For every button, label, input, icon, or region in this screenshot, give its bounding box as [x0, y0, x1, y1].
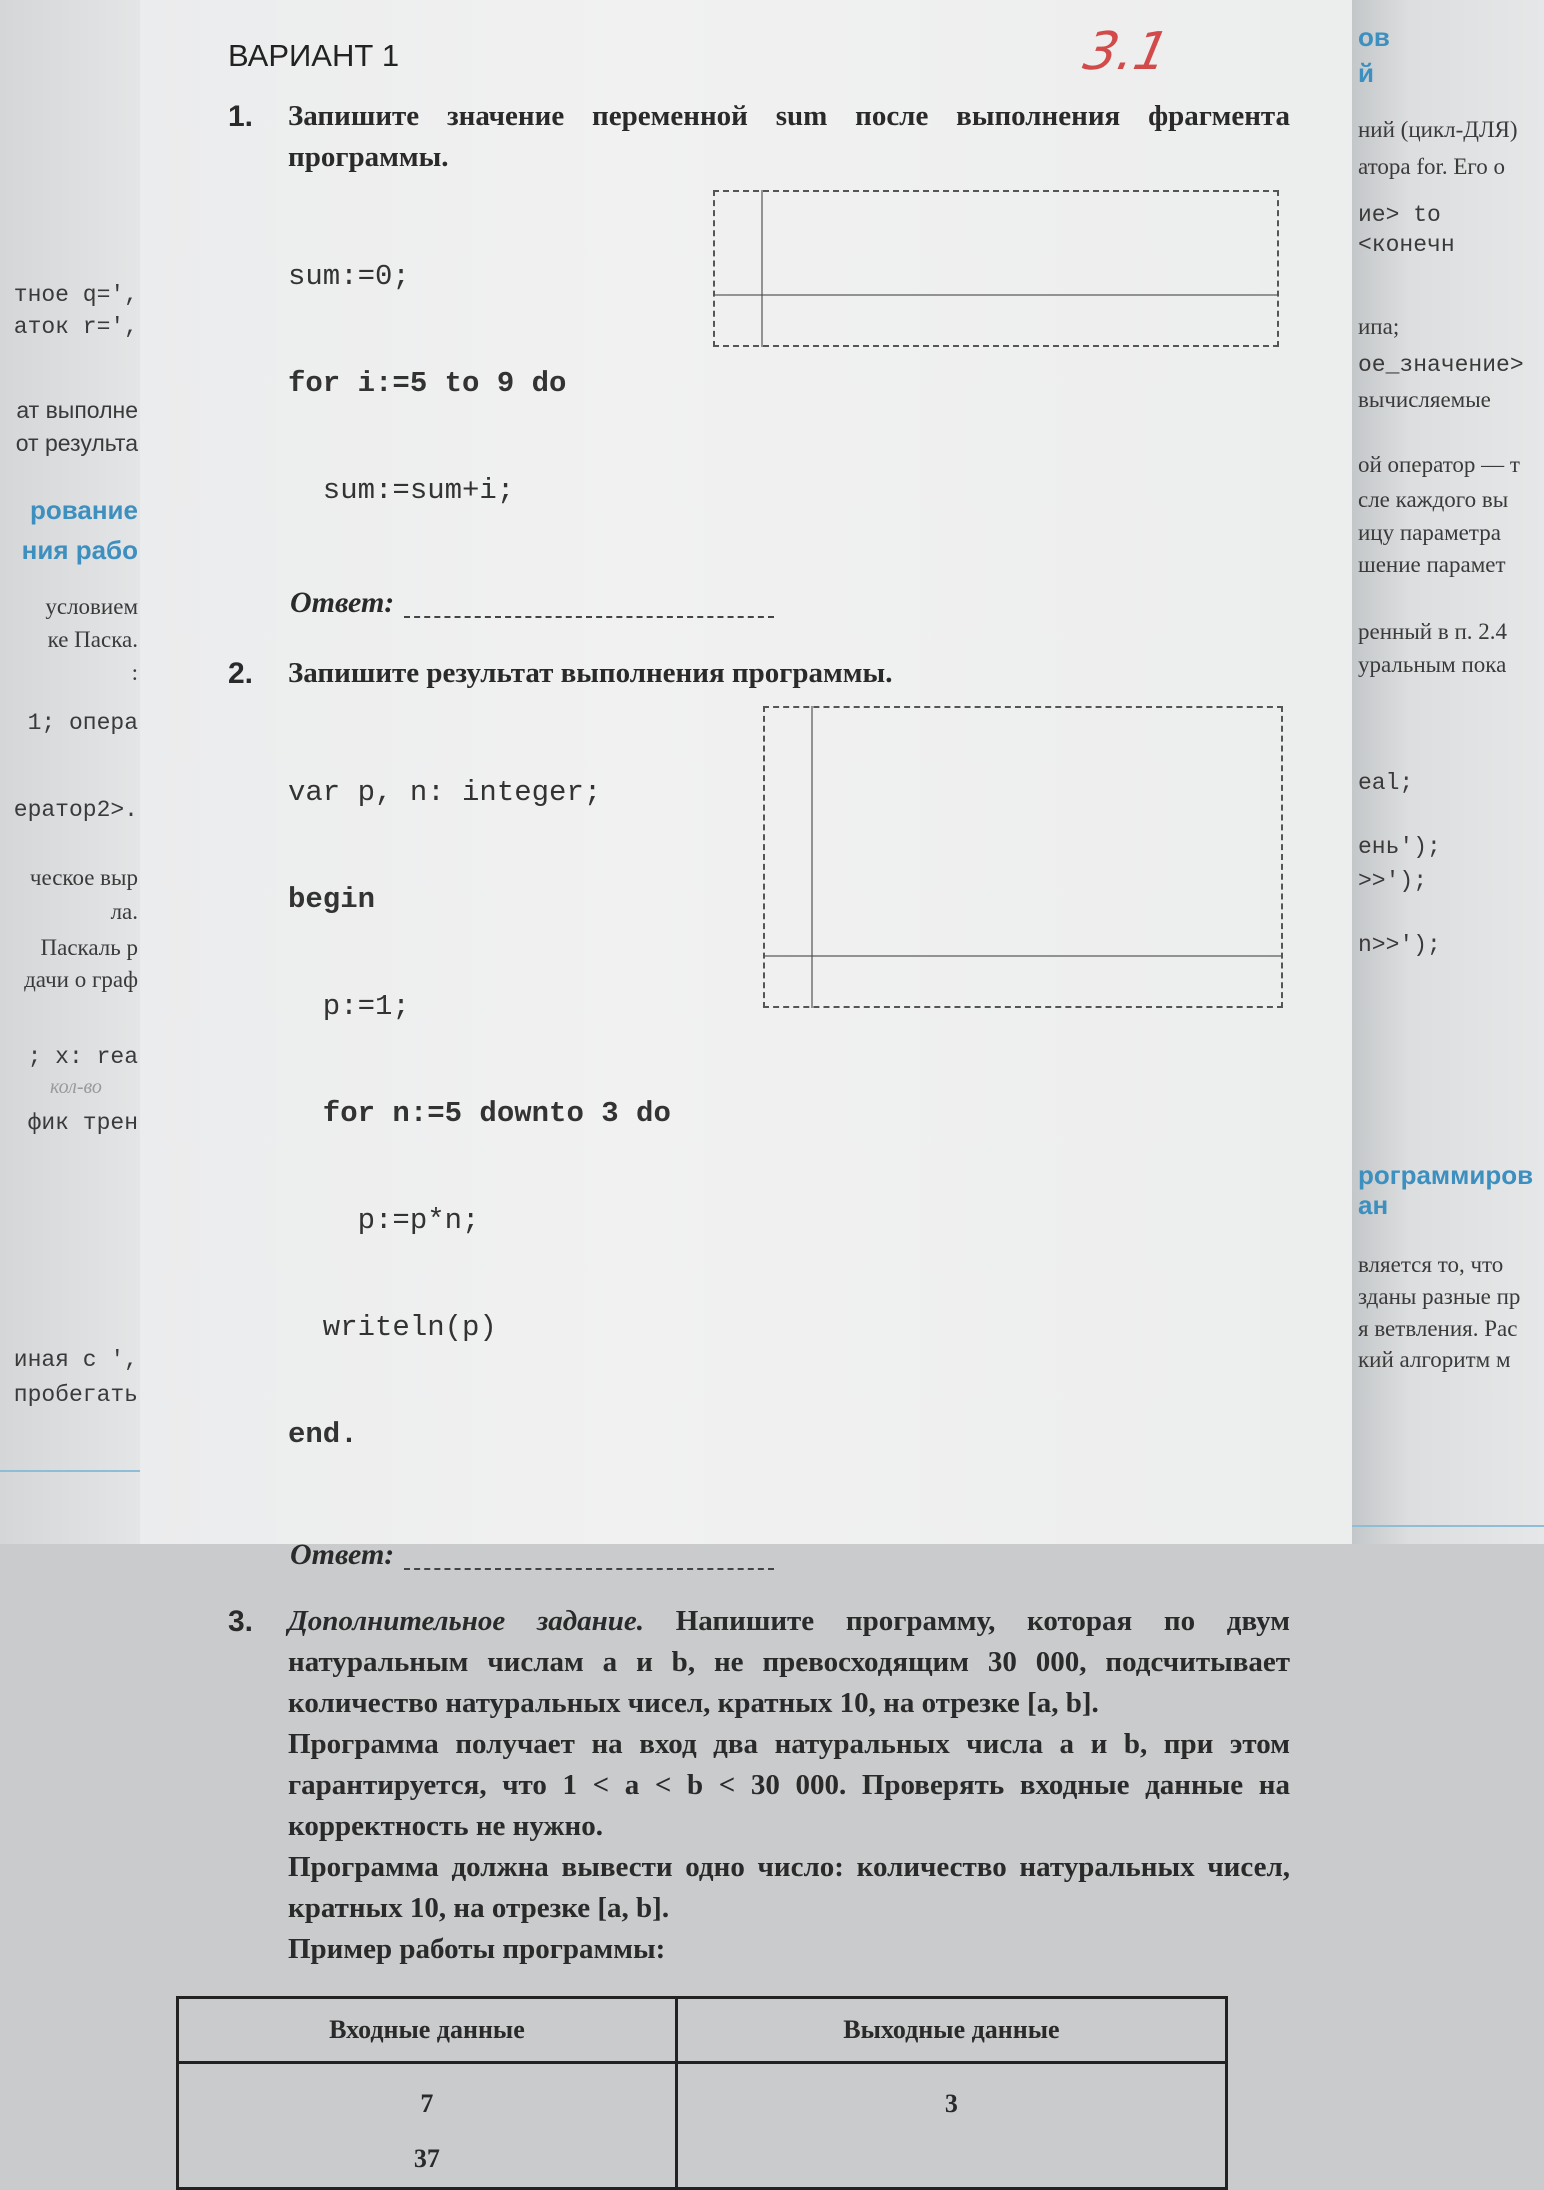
- background-text-line: ое_значение>: [1358, 352, 1524, 378]
- handwritten-grade: 3.1: [1078, 22, 1175, 82]
- background-text-line: ой оператор — т: [1358, 452, 1520, 477]
- q3-body: [288, 1601, 1290, 1970]
- background-text-line: ний (цикл-ДЛЯ): [1358, 117, 1518, 142]
- code-line: var p, n: integer;: [288, 776, 602, 809]
- background-text-line: ень');: [1358, 834, 1441, 860]
- question-3: [228, 1601, 1290, 1970]
- background-text-line: ренный в п. 2.4: [1358, 619, 1508, 644]
- code-line: begin: [288, 883, 376, 916]
- code-line: for i:=5 to 9 do: [288, 367, 567, 400]
- background-text-line: eal;: [1358, 770, 1414, 796]
- background-text-line: пробегать: [13, 1382, 138, 1408]
- q2-scratch-grid: [763, 706, 1283, 1008]
- background-text-line: ов: [1358, 22, 1390, 52]
- q3-output-spec: Программа должна вывести одно число: количество натуральных чисел, кратных 10, на отрезке [a, b].: [288, 1851, 1290, 1924]
- background-text-line: ие> to <конечн: [1358, 202, 1455, 258]
- background-text-line: ке Паска.: [47, 627, 138, 652]
- input-value: 37: [413, 2144, 440, 2173]
- q1-scratch-grid: [713, 190, 1279, 347]
- background-text-line: зданы разные пр: [1358, 1284, 1521, 1309]
- q2-number: 2.: [228, 657, 254, 690]
- background-text-line: шение парамет: [1358, 552, 1506, 577]
- q2-code-area: [288, 706, 1290, 1521]
- background-text-line: дачи о граф: [24, 967, 138, 992]
- background-text-line: 1; опера: [27, 710, 138, 736]
- q3-lead: Дополнительное задание.: [288, 1605, 645, 1637]
- background-text-line: рование: [29, 495, 138, 525]
- background-text-line: рограммирован: [1358, 1160, 1534, 1220]
- background-text-line: ческое выр: [29, 865, 138, 890]
- q1-number: 1.: [228, 100, 254, 133]
- input-cell: [178, 2063, 677, 2189]
- answer-blank[interactable]: [404, 1568, 774, 1570]
- code-line: end.: [288, 1418, 358, 1451]
- q2-answer[interactable]: [290, 1535, 1290, 1575]
- answer-blank[interactable]: [404, 616, 774, 618]
- page-rule: [1352, 1525, 1544, 1527]
- input-value: 7: [420, 2089, 434, 2118]
- code-line: for n:=5 downto 3 do: [288, 1097, 671, 1130]
- question-2: [228, 653, 1290, 694]
- code-line: p:=1;: [288, 990, 410, 1023]
- background-text-line: атора for. Его о: [1358, 154, 1506, 179]
- background-text-line: тное q=',: [13, 282, 138, 308]
- q1-code: [288, 190, 713, 577]
- background-text-line: иная с ',: [13, 1347, 138, 1373]
- answer-label: Ответ:: [290, 586, 395, 619]
- background-text-line: кий алгоритм м: [1358, 1347, 1511, 1372]
- code-line: sum:=sum+i;: [288, 474, 515, 507]
- background-text-line: вычисляемые: [1358, 387, 1491, 412]
- background-text-line: >>');: [1358, 868, 1428, 894]
- background-text-line: сле каждого вы: [1358, 487, 1509, 512]
- background-text-line: ат выполне: [16, 397, 138, 423]
- background-text-line: вляется то, что: [1358, 1252, 1504, 1277]
- q3-text: Напишите программу, которая по двум натуральным числам a и b, не превосходящим 30 000, подсчитывает количество натуральных чисел, кратных 10, на отрезке [a, b].: [288, 1605, 1291, 1719]
- pencil-note: кол-во: [50, 1076, 102, 1098]
- background-text-line: й: [1358, 58, 1374, 88]
- background-text-line: ератор2>.: [13, 797, 138, 823]
- q3-example-label: Пример работы программы:: [288, 1933, 666, 1965]
- background-text-line: от результа: [15, 430, 138, 456]
- question-1: [228, 96, 1290, 178]
- background-text-line: уральным пока: [1358, 652, 1507, 677]
- q2-text: Запишите результат выполнения программы.: [288, 657, 893, 689]
- q3-number: 3.: [228, 1605, 254, 1638]
- code-line: p:=p*n;: [288, 1204, 480, 1237]
- q2-code: [288, 706, 763, 1521]
- example-table: [176, 1996, 1228, 2190]
- left-page-text: [0, 0, 138, 1410]
- background-text-line: ла.: [110, 899, 138, 924]
- background-text-line: ; x: rea: [27, 1044, 138, 1070]
- header-output: Выходные данные: [676, 1998, 1226, 2063]
- right-page-text: [1358, 0, 1542, 1375]
- background-text-line: ицу параметра: [1358, 520, 1501, 545]
- background-text-line: :: [131, 660, 138, 685]
- background-text-line: я ветвления. Рас: [1358, 1316, 1518, 1341]
- worksheet-page: [140, 0, 1352, 2173]
- background-text-line: условием: [45, 594, 138, 619]
- background-text-line: ипа;: [1358, 314, 1400, 339]
- answer-label: Ответ:: [290, 1538, 395, 1571]
- background-text-line: фик трен: [27, 1110, 138, 1136]
- q3-input-spec: Программа получает на вход два натуральных числа a и b, при этом гарантируется, что 1 < a < b < 30 000. Проверять входные данные на корректность не нужно.: [288, 1728, 1290, 1842]
- background-text-line: Паскаль р: [40, 935, 138, 960]
- background-text-line: n>>');: [1358, 932, 1441, 958]
- variant-title: ВАРИАНТ 1: [228, 38, 400, 73]
- background-text-line: аток r=',: [13, 314, 138, 340]
- background-text-line: ния рабо: [21, 535, 138, 565]
- code-line: writeln(p): [288, 1311, 497, 1344]
- q1-code-area: [288, 190, 1290, 577]
- output-cell: 3: [676, 2063, 1226, 2189]
- header-input: Входные данные: [178, 1998, 677, 2063]
- code-line: sum:=0;: [288, 260, 410, 293]
- q1-answer[interactable]: [290, 583, 1290, 623]
- page-rule: [0, 1470, 140, 1472]
- q1-text: Запишите значение переменной sum после выполнения фрагмента программы.: [288, 100, 1290, 173]
